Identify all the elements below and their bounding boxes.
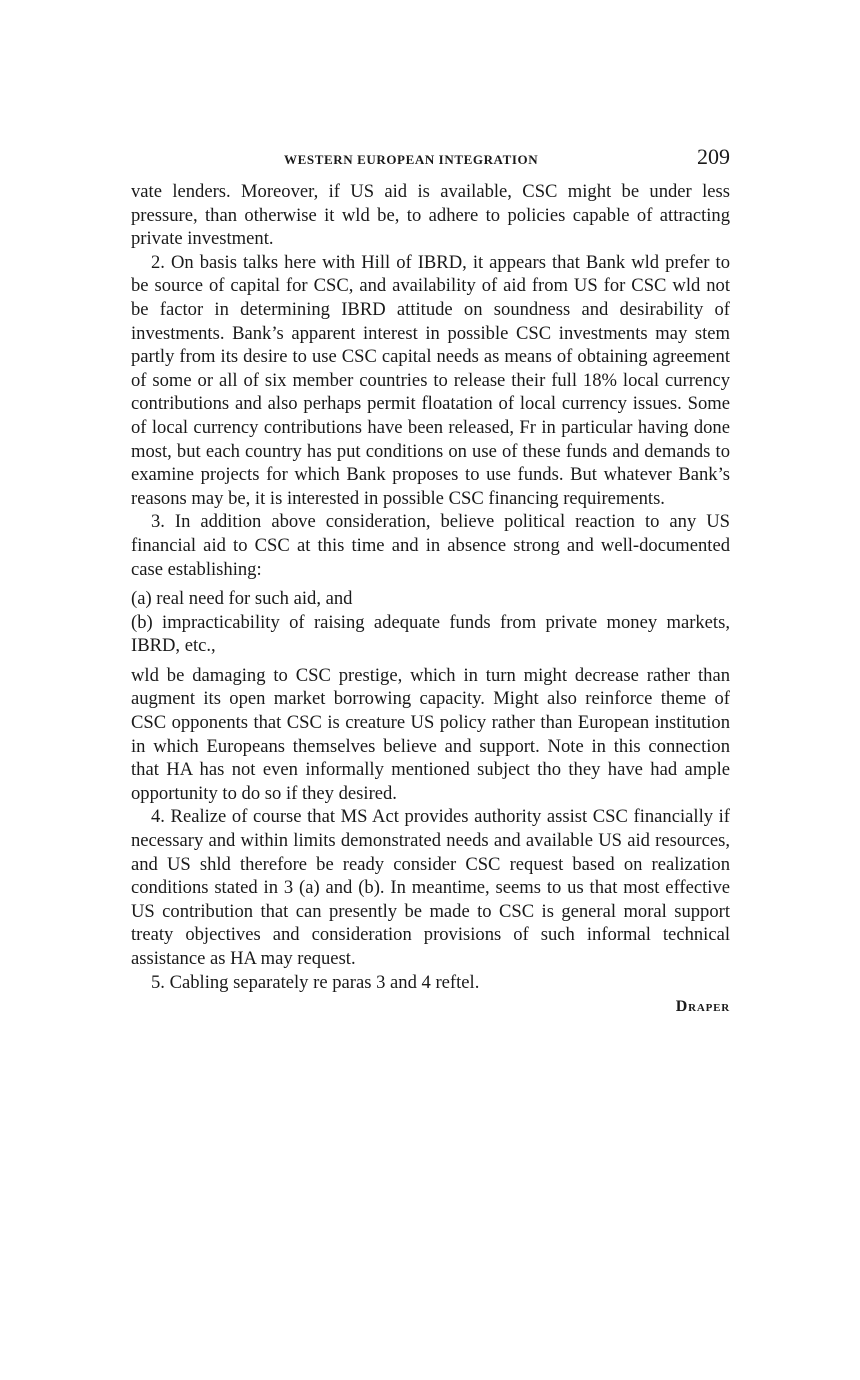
paragraph-5: 5. Cabling separately re paras 3 and 4 reftel. [151,971,480,993]
paragraph-continuation: vate lenders. Moreover, if US aid is available, CSC might be under less pressure, than otherwise it wld be, to adhere to policies capable of attracting private investment. [131,181,730,250]
paragraph-3: 3. In addition above consideration, believe political reaction to any US financial aid to CSC at this time and in absence strong and well-documented case establishing: [131,511,730,580]
paragraph-3-continuation: wld be damaging to CSC prestige, which in turn might decrease rather than augment its open market borrowing capacity. Might also reinforce theme of CSC opponents that CSC is creature US policy rather than European institution in which Europeans themselves believe and support. Note in this connection that HA has not even informally mentioned subject tho they have had ample opportunity to do so if they desired. [131,664,730,804]
paragraph-2: 2. On basis talks here with Hill of IBRD, it appears that Bank wld prefer to be source of capital for CSC, and availability of aid from US for CSC wld not be factor in determining IBRD attitude on soundness and desirability of investments. Bank’s apparent interest in possible CSC investments may stem partly from its desire to use CSC capital needs as means of obtaining agreement of some or all of six member countries to release their full 18% local currency contributions and also perhaps permit floatation of local currency issues. Some of local currency contributions have been released, Fr in particular having done most, but each country has put conditions on use of these funds and demands to examine projects for which Bank proposes to use funds. But whatever Bank’s reasons may be, it is interested in possible CSC financing requirements. [131,251,730,509]
running-head: WESTERN EUROPEAN INTEGRATION [284,152,539,167]
signature: Draper [675,998,730,1016]
list-item-a: (a) real need for such aid, and [131,588,353,610]
page-number: 209 [697,144,730,169]
page-header [131,144,730,180]
list-item-b: (b) impracticability of raising adequate funds from private money markets, IBRD, etc., [131,611,730,657]
paragraph-4: 4. Realize of course that MS Act provides authority assist CSC financially if necessary and within limits demonstrated needs and available US aid resources, and US shld therefore be ready consider CSC request based on realization conditions stated in 3 (a) and (b). In meantime, seems to us that most effective US contribution that can presently be made to CSC is general moral support treaty objectives and consideration provisions of such informal technical assistance as HA may request. [131,806,730,969]
document-page [131,144,730,1016]
conditions-list [131,587,730,658]
